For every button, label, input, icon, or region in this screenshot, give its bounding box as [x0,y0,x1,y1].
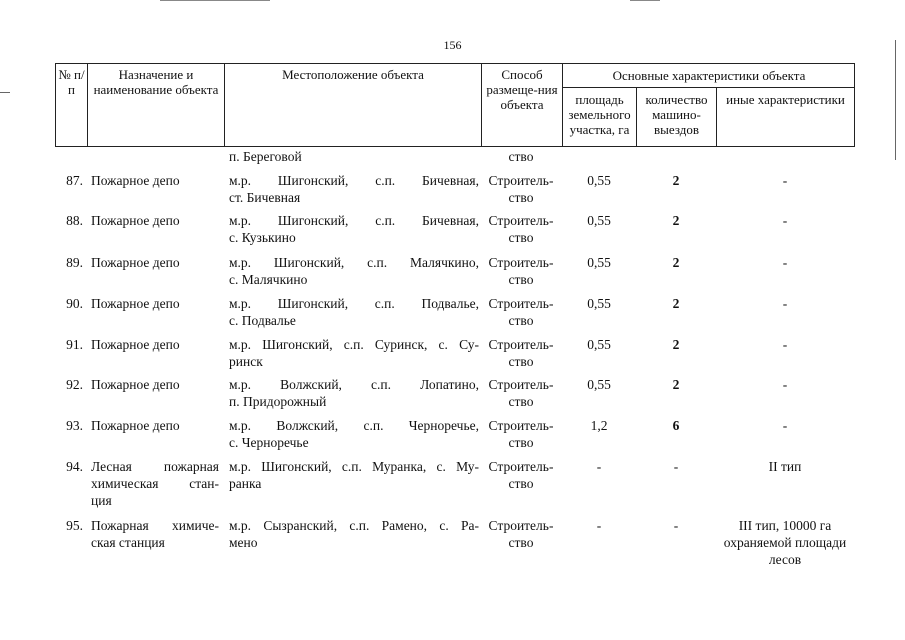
row-area: - [596,518,602,533]
row-name-line: ция [91,493,112,508]
row-location-line: м.р. Волжский, с.п. Черноречье, [229,418,479,433]
row-other: - [782,418,788,433]
row-number: 87. [66,173,83,188]
row-location-line: п. Придорожный [229,394,327,409]
row-other: II тип [768,459,802,474]
row-location-line: с. Черноречье [229,435,309,450]
top-rule [160,0,270,1]
continuation-location: п. Береговой [229,149,302,164]
header-main-characteristics: Основные характеристики объекта [612,68,806,83]
row-number: 91. [66,337,83,352]
row-name [91,336,219,353]
row-other: - [782,213,788,228]
row-method-line: ство [508,230,534,245]
row-location [229,336,479,370]
row-other: - [782,337,788,352]
row-location-line: м.р. Шигонский, с.п. Малячкино, [229,255,479,270]
row-name-line: Пожарное депо [91,213,180,228]
row-area: 1,2 [590,418,608,433]
row-method [481,336,561,370]
row-location-line: мено [229,535,258,550]
row-method-line: ство [508,354,534,369]
row-method-line: Строитель- [488,296,554,311]
row-count: 2 [672,255,680,270]
row-name-line: Пожарное депо [91,296,180,311]
row-area: 0,55 [587,337,611,352]
row-method [481,417,561,451]
header-num: № п/п [58,67,85,97]
page-number: 156 [443,38,462,52]
row-location [229,172,479,206]
row-count: 6 [672,418,680,433]
row-method [481,295,561,329]
header-location: Местоположение объекта [282,67,424,82]
row-method-line: ство [508,435,534,450]
row-location-line: ранка [229,476,262,491]
row-name-line: Пожарное депо [91,173,180,188]
row-other: III тип, 10000 га охраняемой площади лесов [723,518,847,567]
row-method [481,172,561,206]
row-count: 2 [672,296,680,311]
row-count: - [673,459,679,474]
row-number: 89. [66,255,83,270]
row-method [481,212,561,246]
row-count: 2 [672,213,680,228]
top-rule-right [630,0,660,1]
row-method [481,458,561,492]
row-location-line: м.р. Сызранский, с.п. Рамено, с. Ра- [229,518,479,533]
row-name-line: химическая стан- [91,476,219,491]
row-name-line: Пожарное депо [91,377,180,392]
header-area: площадь земельного участка, га [568,92,631,137]
header-name: Назначение и наименование объекта [93,67,219,97]
row-other: - [782,296,788,311]
row-name-line: Пожарное депо [91,418,180,433]
row-location-line: с. Кузькино [229,230,296,245]
row-location [229,254,479,288]
row-name-line: ская станция [91,535,165,550]
row-count: 2 [672,377,680,392]
row-area: 0,55 [587,173,611,188]
row-method-line: ство [508,313,534,328]
row-method [481,376,561,410]
row-other: - [782,173,788,188]
row-other: - [782,377,788,392]
row-name [91,417,219,434]
right-margin-mark [895,40,896,160]
row-method-line: ство [508,476,534,491]
row-method-line: Строитель- [488,377,554,392]
header-other: иные характеристики [726,92,845,107]
row-location-line: м.р. Волжский, с.п. Лопатино, [229,377,479,392]
row-location-line: м.р. Шигонский, с.п. Бичевная, [229,173,479,188]
row-method-line: Строитель- [488,213,554,228]
row-location-line: м.р. Шигонский, с.п. Суринск, с. Су- [229,337,479,352]
row-count: - [673,518,679,533]
row-location-line: м.р. Шигонский, с.п. Подвалье, [229,296,479,311]
row-location-line: ст. Бичевная [229,190,301,205]
row-method-line: Строитель- [488,255,554,270]
row-method [481,517,561,551]
row-name [91,517,219,551]
row-area: 0,55 [587,296,611,311]
row-location [229,376,479,410]
row-number: 94. [66,459,83,474]
row-location-line: м.р. Шигонский, с.п. Муранка, с. Му- [229,459,479,474]
row-area: - [596,459,602,474]
row-location-line: м.р. Шигонский, с.п. Бичевная, [229,213,479,228]
row-number: 93. [66,418,83,433]
row-method-line: ство [508,190,534,205]
table-header [55,63,855,147]
row-method-line: Строитель- [488,418,554,433]
row-method-line: ство [508,535,534,550]
row-location-line: с. Малячкино [229,272,308,287]
row-method [481,254,561,288]
row-number: 88. [66,213,83,228]
row-location [229,212,479,246]
row-number: 90. [66,296,83,311]
row-name [91,458,219,509]
header-count: количество машино-выездов [645,92,708,137]
row-area: 0,55 [587,377,611,392]
row-name [91,212,219,229]
row-count: 2 [672,173,680,188]
row-location-line: с. Подвалье [229,313,296,328]
row-name-line: Пожарное депо [91,255,180,270]
row-name-line: Пожарная химиче- [91,518,219,533]
row-name [91,376,219,393]
continuation-method: ство [508,149,534,164]
row-method-line: Строитель- [488,518,554,533]
row-method-line: ство [508,394,534,409]
row-name [91,295,219,312]
row-method-line: Строитель- [488,337,554,352]
row-area: 0,55 [587,255,611,270]
row-name [91,172,219,189]
row-method-line: ство [508,272,534,287]
row-location [229,458,479,492]
left-margin-mark [0,92,10,93]
row-method-line: Строитель- [488,459,554,474]
row-location [229,417,479,451]
row-location [229,295,479,329]
row-location [229,517,479,551]
row-location-line: ринск [229,354,263,369]
row-number: 95. [66,518,83,533]
row-area: 0,55 [587,213,611,228]
header-method: Способ размеще-ния объекта [486,67,558,112]
row-name [91,254,219,271]
row-method-line: Строитель- [488,173,554,188]
row-name-line: Пожарное депо [91,337,180,352]
row-count: 2 [672,337,680,352]
row-other: - [782,255,788,270]
row-number: 92. [66,377,83,392]
row-name-line: Лесная пожарная [91,459,219,474]
